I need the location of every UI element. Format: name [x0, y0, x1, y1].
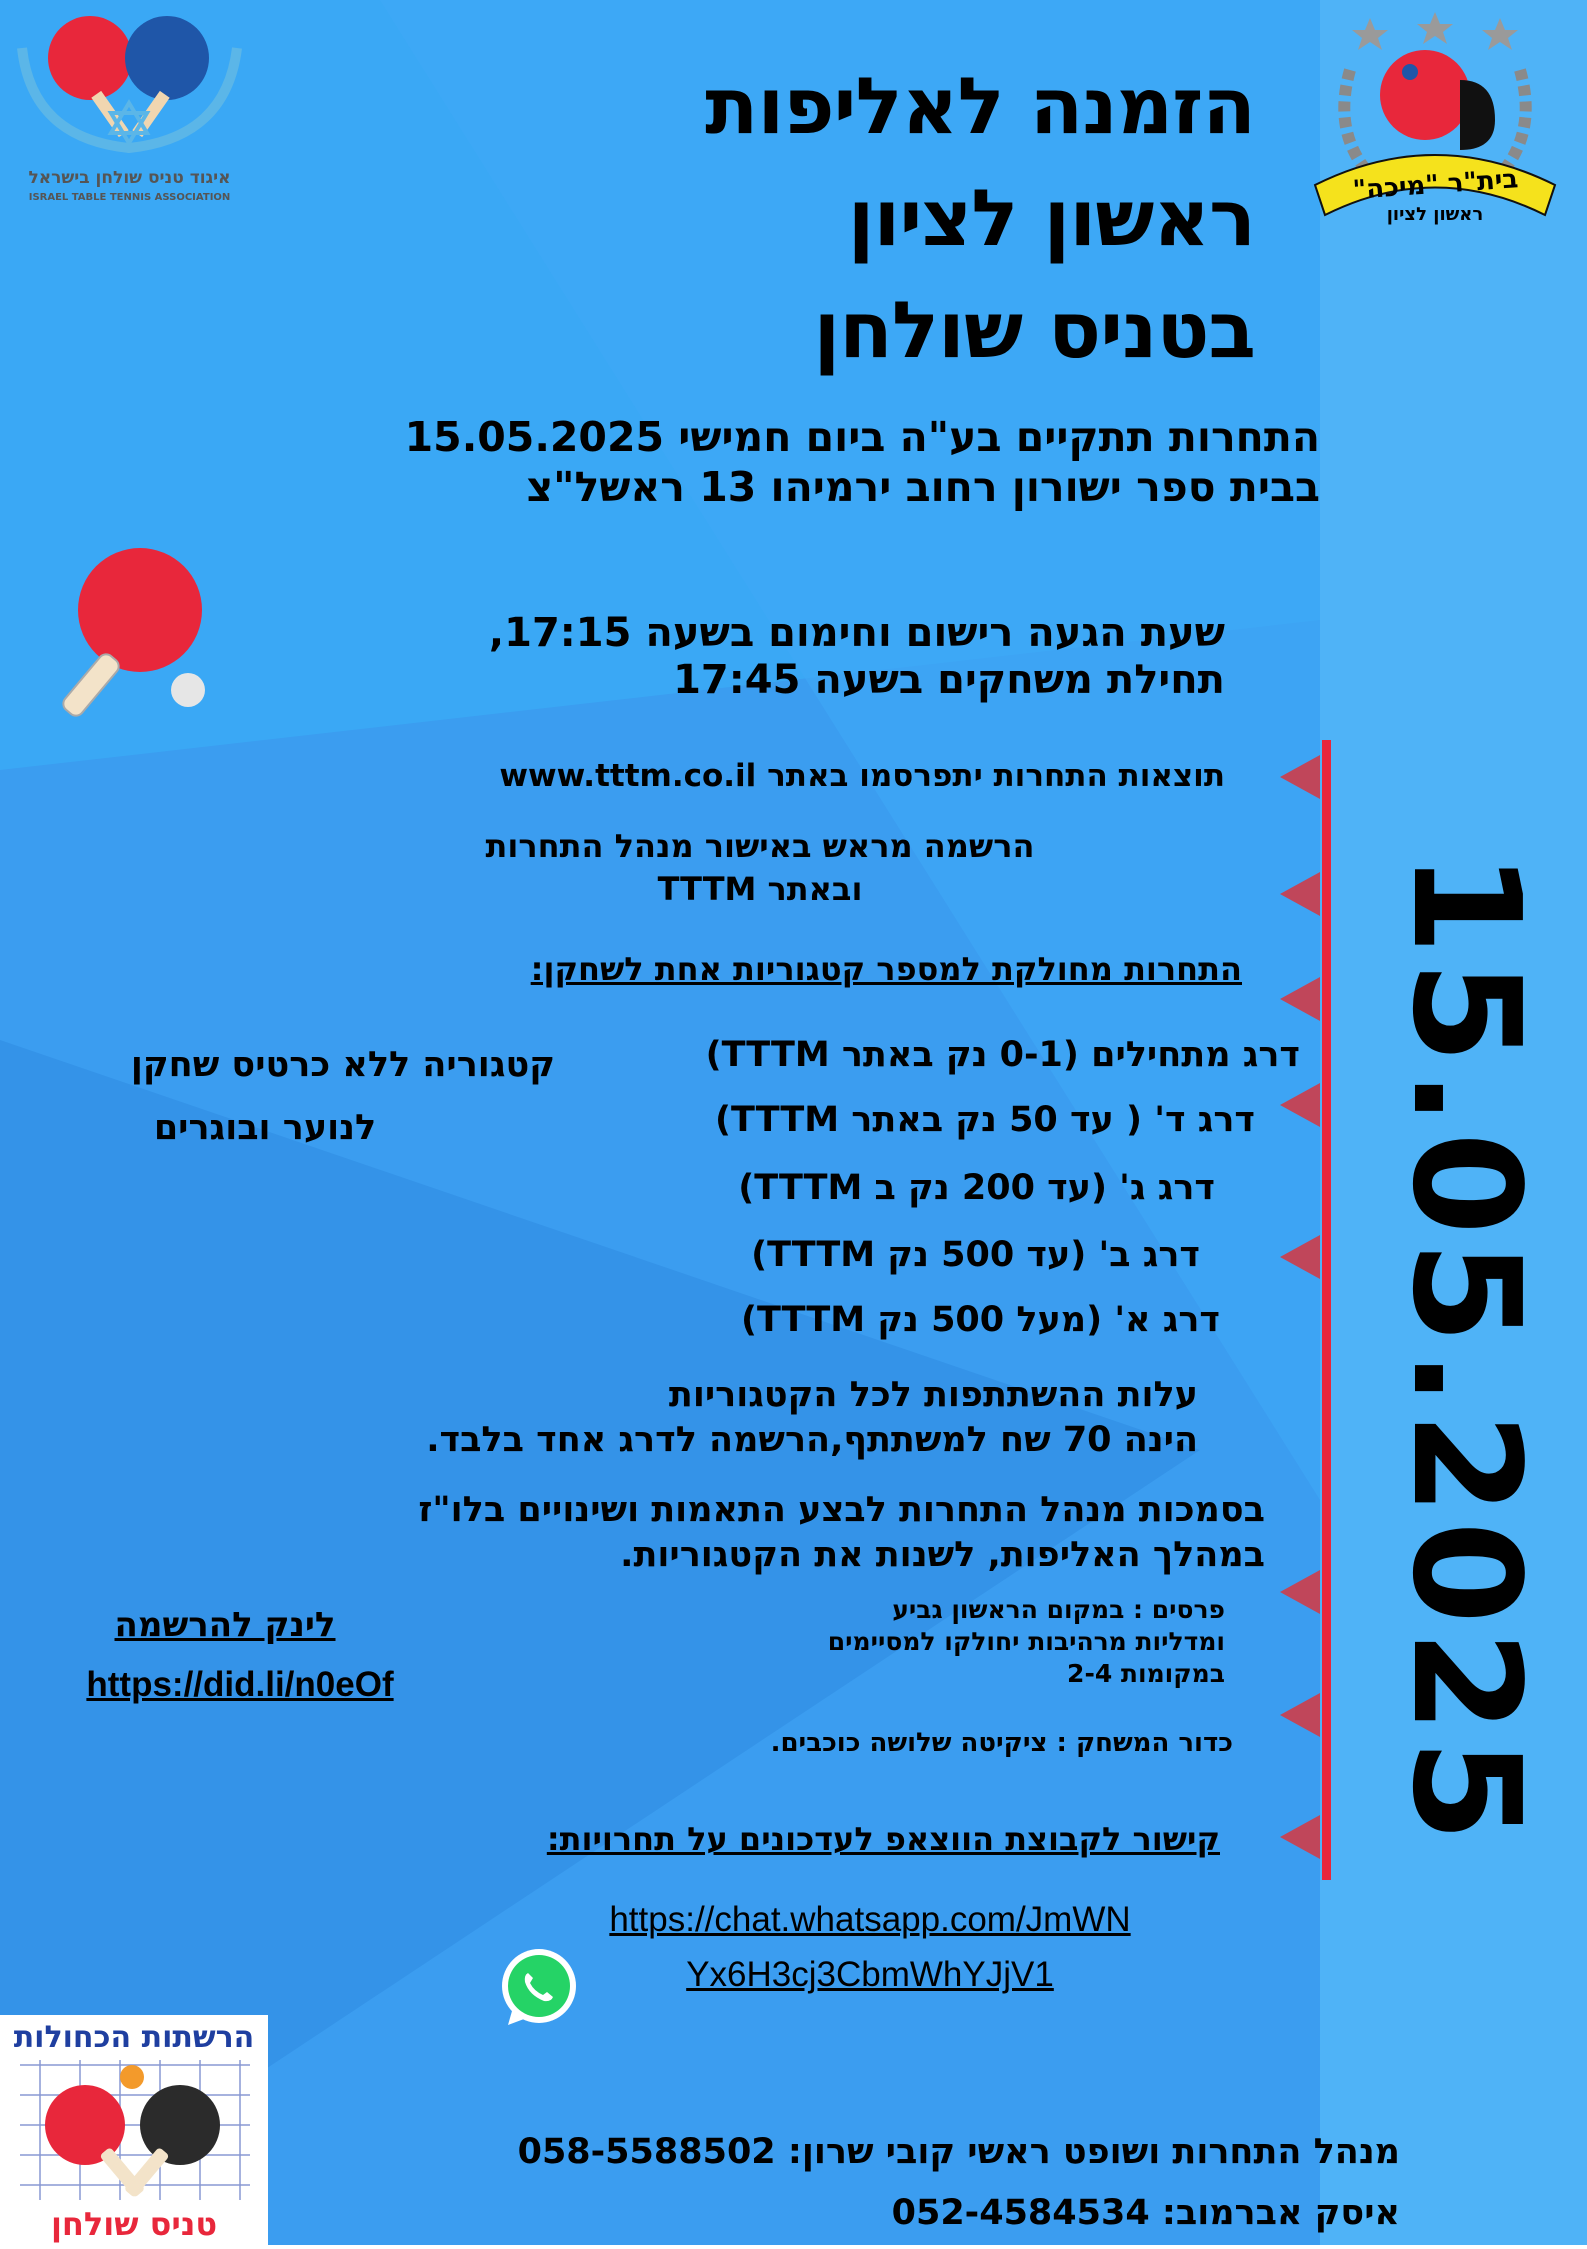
itta-name-he: איגוד טניס שולחן בישראל [28, 168, 231, 188]
grade-b: דרג ב' (עד 500 נק TTTM) [751, 1235, 1200, 1275]
grade-d: דרג ד' ( עד 50 נק באתר TTTM) [715, 1100, 1255, 1140]
whatsapp-link-line-2[interactable]: Yx6H3cj3CbmWhYJjV1 [686, 1955, 1054, 1994]
paddles-icon [12, 8, 247, 158]
big-date-text: 15.05.2025 [1379, 851, 1552, 1849]
grade-c: דרג ג' (עד 200 נק ב TTTM) [738, 1168, 1215, 1208]
authority-line-2: במהלך האליפות, לשנות את הקטגוריות. [620, 1535, 1265, 1575]
contact-line-2: איסק אברמוב: 052-4584534 [891, 2193, 1400, 2233]
authority-line-1: בסמכות מנהל התחרות לבצע התאמות ושינויים בלו"ז [418, 1490, 1265, 1530]
itta-logo [12, 8, 247, 213]
fee-line-2: הינה 70 שח למשתתף,הרשמה לדרג אחד בלבד. [426, 1420, 1198, 1460]
whatsapp-icon [496, 1945, 582, 2031]
whatsapp-group-label: קישור לקבוצת הווצאפ לעדכונים על תחרויות: [546, 1820, 1220, 1858]
itta-name-en: ISRAEL TABLE TENNIS ASSOCIATION [28, 192, 231, 203]
prizes-line-3: במקומות 2-4 [1067, 1659, 1225, 1688]
arrow-marker [1280, 872, 1320, 916]
blue-nets-title: הרשתות הכחולות [13, 2020, 255, 2055]
schedule-line-2: תחילת משחקים בשעה 17:45 [673, 657, 1225, 703]
beitar-sub-text: ראשון לציון [1386, 204, 1484, 225]
grade-beginners: דרג מתחילים (0-1 נק באתר TTTM) [705, 1035, 1300, 1075]
registration-link[interactable]: https://did.li/n0eOf [86, 1665, 394, 1704]
arrow-marker [1280, 1815, 1320, 1859]
title-line-3: בטניס שולחן [813, 286, 1255, 376]
no-card-category-line-2: לנוער ובוגרים [153, 1108, 377, 1148]
registration-line-1: הרשמה מראש באישור מנהל התחרות [485, 827, 1035, 865]
registration-line-2: ובאתר TTTM [657, 870, 863, 908]
title-line-1: הזמנה לאליפות [705, 62, 1255, 152]
timeline-divider [1322, 740, 1331, 1880]
event-line-1: התחרות תתקיים בע"ה ביום חמישי 15.05.2025 [404, 413, 1320, 461]
blue-nets-subtitle: טניס שולחן [50, 2205, 218, 2243]
arrow-marker [1280, 755, 1320, 799]
arrow-marker [1280, 1570, 1320, 1614]
prizes-line-2: ומדליות מרהיבות יחולקו למסיימים [827, 1627, 1225, 1656]
grade-a: דרג א' (מעל 500 נק TTTM) [741, 1300, 1220, 1340]
arrow-marker [1280, 1235, 1320, 1279]
beitar-logo [1310, 10, 1560, 240]
registration-link-label: לינק להרשמה [114, 1605, 336, 1645]
event-line-2: בבית ספר ישורון רחוב ירמיהו 13 ראשל"צ [526, 463, 1320, 511]
beitar-banner-text: בית"ר "מיכה" [1351, 164, 1520, 206]
arrow-marker [1280, 977, 1320, 1021]
whatsapp-link-line-1[interactable]: https://chat.whatsapp.com/JmWN [609, 1900, 1131, 1939]
big-date [1379, 770, 1552, 1930]
contact-line-1: מנהל התחרות ושופט ראשי קובי שרון: 058-5588502 [517, 2132, 1400, 2172]
game-ball: כדור המשחק : ציקיטה שלושה כוכבים. [770, 1728, 1233, 1758]
prizes-line-1: פרסים : במקום הראשון גביע [892, 1595, 1225, 1624]
blue-nets-logo [0, 2015, 268, 2245]
no-card-category-line-1: קטגוריה ללא כרטיס שחקן [130, 1045, 555, 1085]
arrow-marker [1280, 1083, 1320, 1127]
results-notice: תוצאות התחרות יתפרסמו באתר www.tttm.co.il [499, 758, 1225, 794]
fee-line-1: עלות ההשתתפות לכל הקטגוריות [668, 1375, 1198, 1415]
categories-heading: התחרות מחולקת למספר קטגוריות אחת לשחקן: [530, 950, 1242, 988]
arrow-marker [1280, 1693, 1320, 1737]
ping-pong-paddle-icon [40, 530, 220, 720]
title-line-2: ראשון לציון [847, 174, 1255, 264]
schedule-line-1: שעת הגעה רישום וחימום בשעה 17:15, [488, 610, 1225, 656]
